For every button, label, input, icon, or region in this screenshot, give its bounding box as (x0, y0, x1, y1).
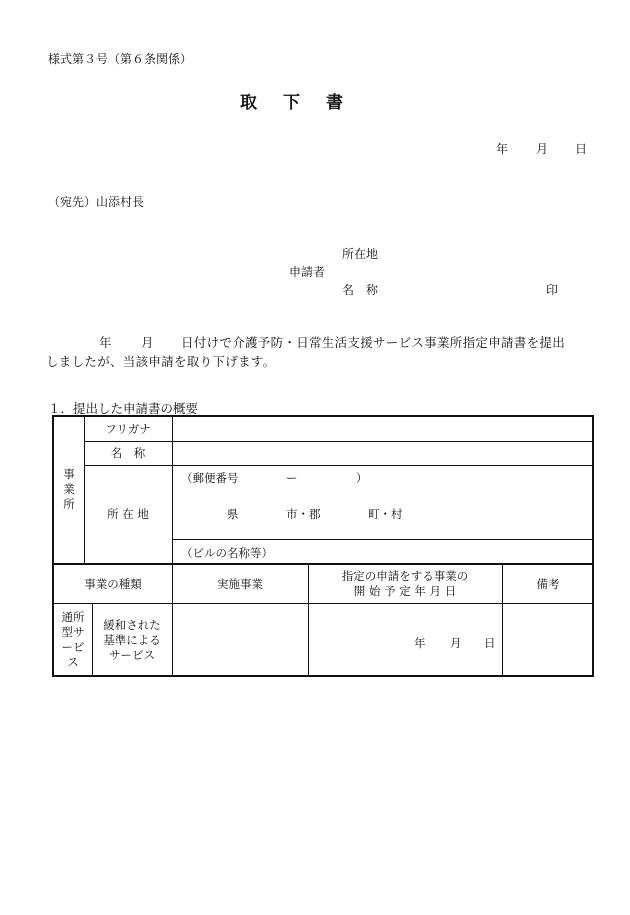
town-village-label: 町・村 (368, 507, 403, 521)
postal-close: ） (356, 471, 368, 485)
document-title: 取下書 (240, 93, 369, 113)
prefecture-label: 県 (227, 507, 239, 521)
date-day-label: 日 (575, 142, 588, 156)
form-number: 様式第３号（第６条関係） (48, 52, 193, 66)
row-month-label: 月 (450, 636, 462, 650)
header-start-date (308, 565, 502, 603)
row-category-line: ービ (61, 640, 85, 654)
header-service-type-text: 事業の種類 (84, 576, 142, 591)
row-service-line3: サービス (109, 647, 155, 662)
body-year-label: 年 (99, 335, 112, 350)
body-line1-text: 日付けで介護予防・日常生活支援サービス事業所指定申請書を提出 (181, 335, 566, 350)
header-service-type (54, 565, 172, 603)
name-label (84, 441, 172, 465)
applicant-label: 申請者 (289, 265, 326, 279)
body-line2-text: しましたが、当該申請を取り下げます。 (46, 354, 276, 369)
header-start-line1: 指定の申請をする事業の (341, 569, 469, 583)
address-label (84, 465, 172, 563)
office-label-char: 所 (63, 497, 75, 511)
row-service-line1: 緩和された (103, 617, 161, 632)
header-operation (172, 565, 308, 603)
applicant-name-label: 名 称 (342, 283, 379, 297)
row-category-line: 型サ (61, 625, 85, 639)
header-remarks (502, 565, 594, 603)
furigana-label-text: フリガナ (105, 421, 151, 436)
date-year-label: 年 (496, 142, 509, 156)
applicant-location-label: 所在地 (342, 247, 379, 261)
postal-label: （郵便番号 (181, 471, 239, 485)
header-start-line2: 開 始 予 定 年 月 日 (353, 584, 457, 598)
row-day-label: 日 (484, 636, 496, 650)
row-category (54, 610, 92, 670)
date-month-label: 月 (536, 142, 549, 156)
office-label-char: 事 (63, 467, 75, 481)
building-label: （ビルの名称等） (181, 546, 273, 560)
row-service-line2: 基準による (103, 632, 161, 647)
name-label-text: 名 称 (110, 445, 146, 460)
row-category-line: ス (67, 655, 79, 669)
postal-dash: ー (286, 471, 298, 485)
application-summary-table (52, 415, 594, 677)
header-remarks-text: 備考 (536, 576, 560, 591)
office-label-char: 業 (63, 482, 75, 496)
row-category-line: 通所 (61, 610, 85, 624)
section-heading: １．提出した申請書の概要 (48, 401, 199, 416)
body-month-label: 月 (141, 335, 154, 350)
seal-label: 印 (546, 283, 559, 297)
addressee: （宛先）山添村長 (48, 195, 145, 209)
office-label (54, 467, 84, 512)
header-operation-text: 実施事業 (217, 576, 263, 591)
furigana-label (84, 417, 172, 441)
city-county-label: 市・郡 (286, 507, 321, 521)
row-year-label: 年 (414, 636, 426, 650)
row-service (92, 603, 172, 677)
address-label-text: 所 在 地 (107, 506, 149, 521)
